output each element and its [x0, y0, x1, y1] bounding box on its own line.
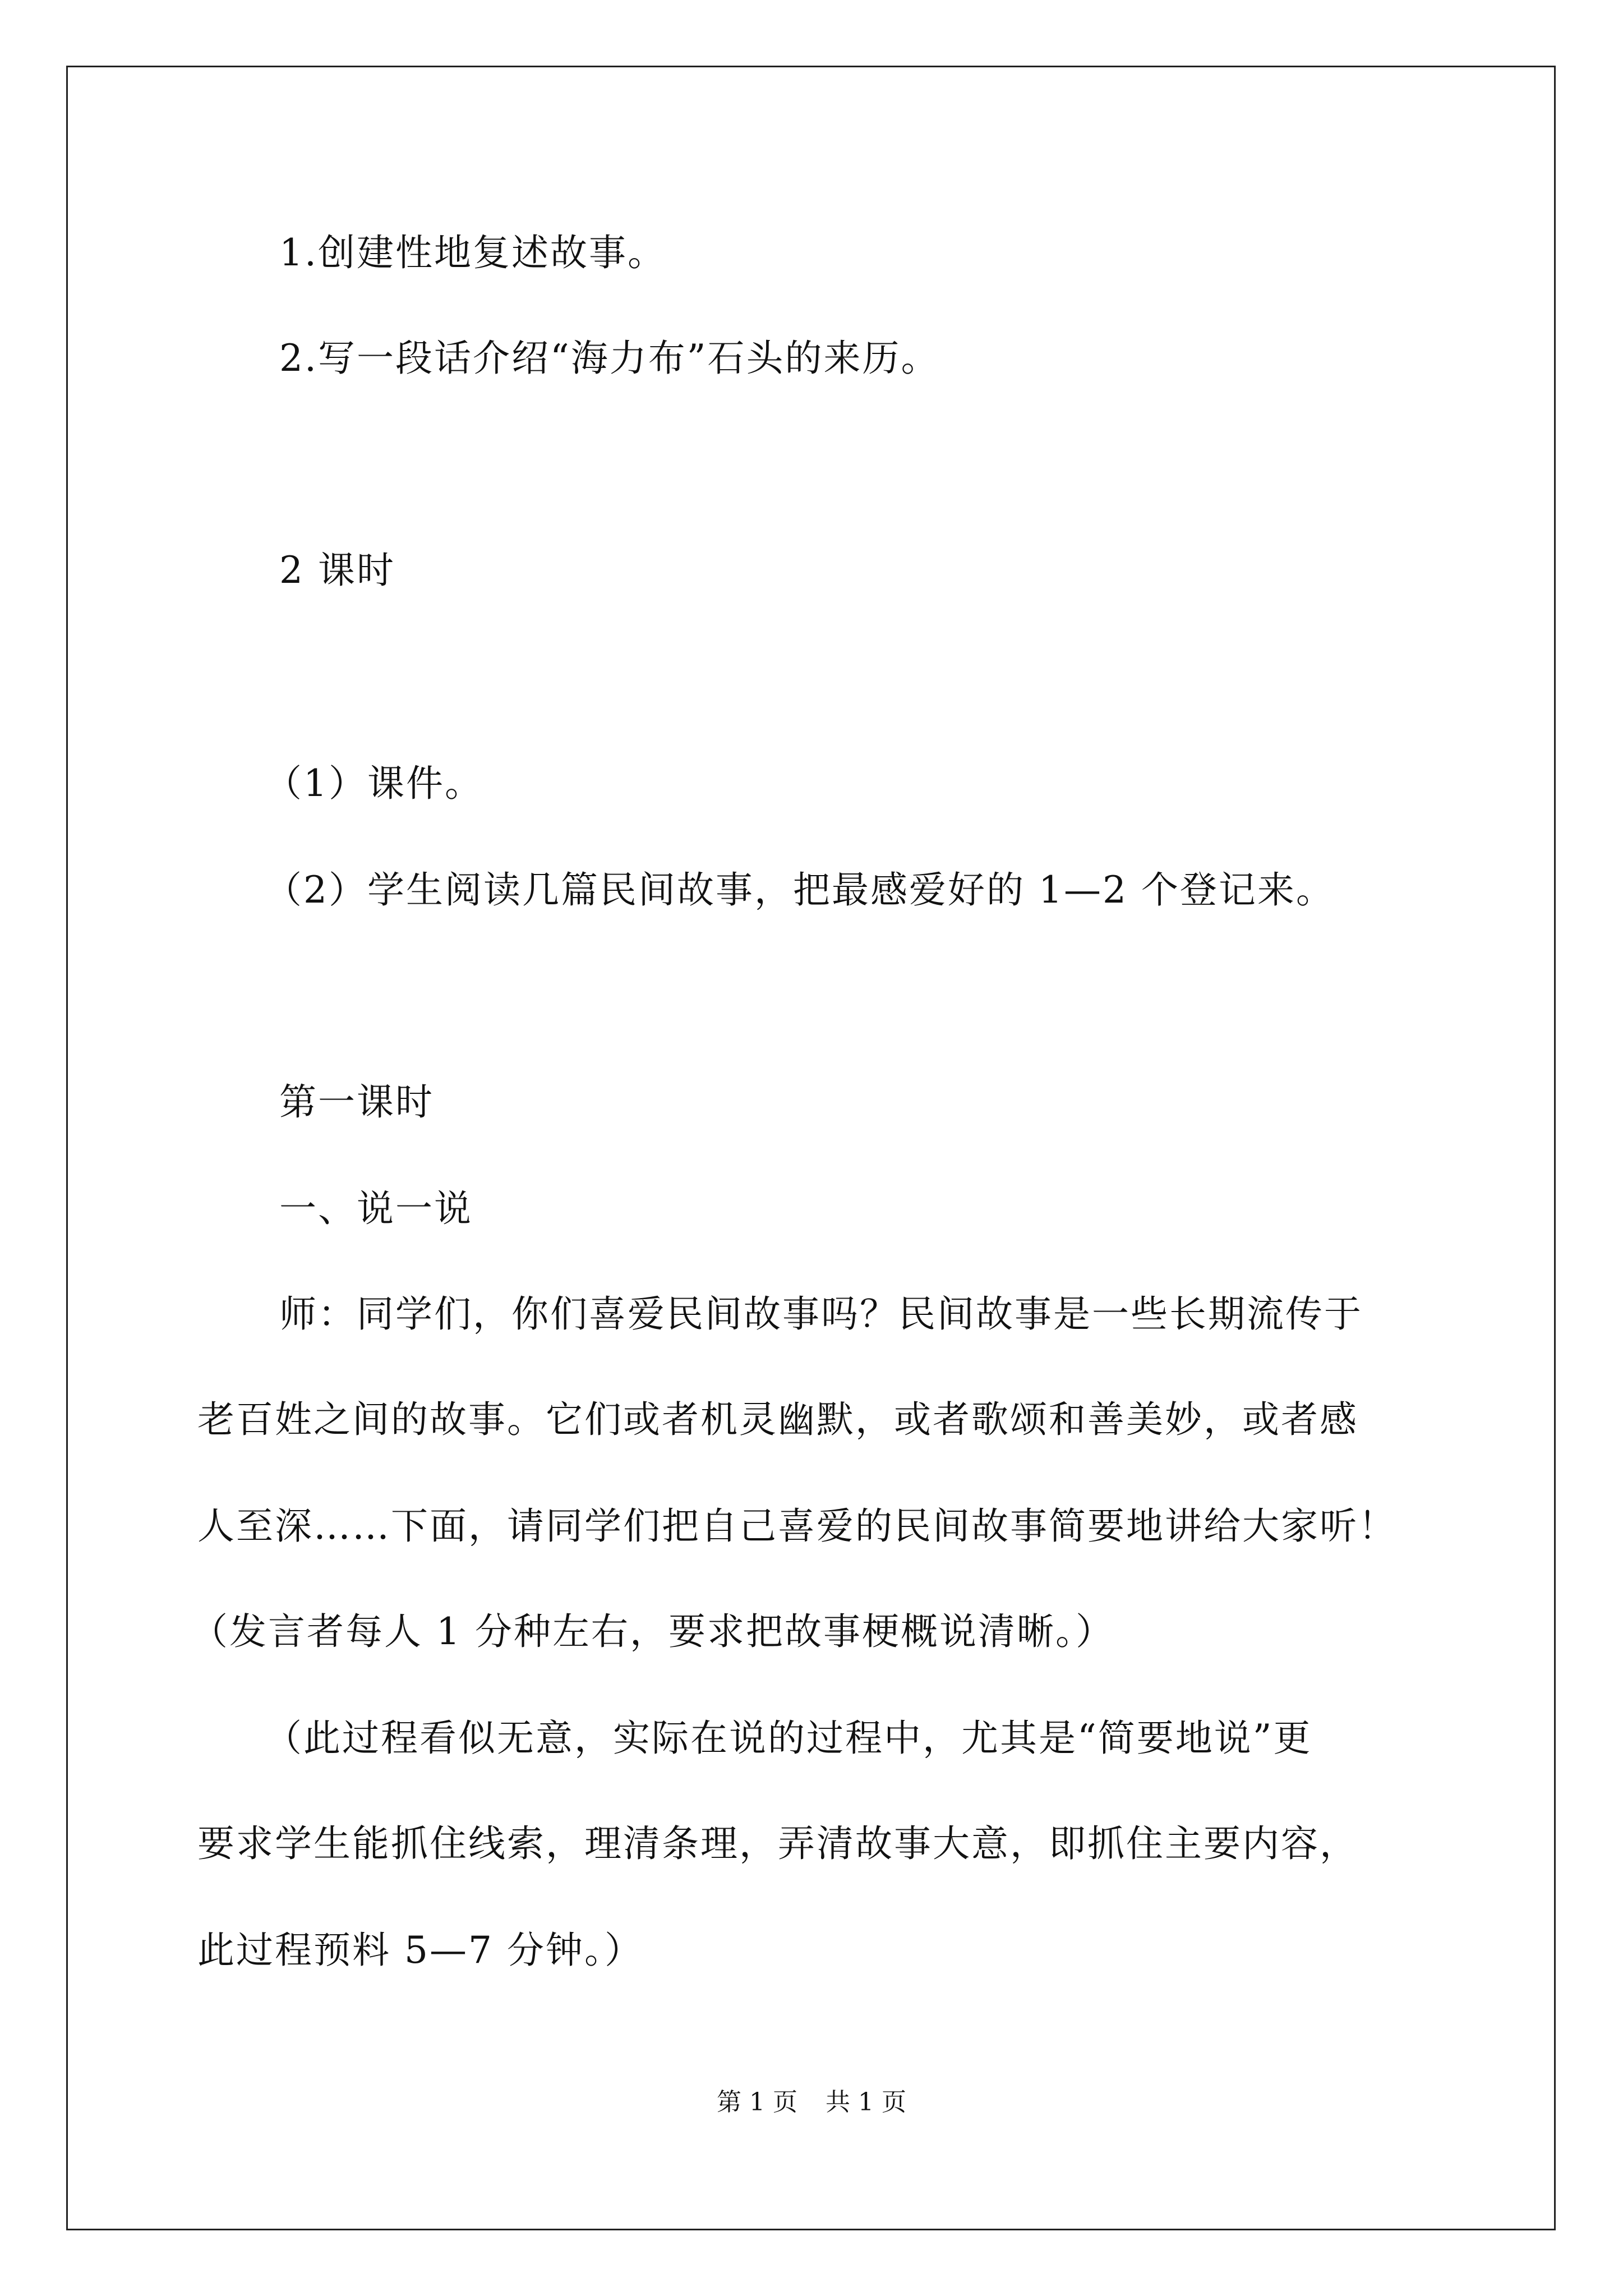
prep-item-1: （1）课件。 — [265, 762, 483, 805]
page-border — [66, 66, 1556, 2230]
subsection-heading: 一、说一说 — [279, 1187, 473, 1230]
paragraph-line: （发言者每人 1 分种左右，要求把故事梗概说清晰。） — [191, 1610, 1114, 1653]
page-total: 共 1 页 — [826, 2088, 906, 2116]
section-heading: 第一课时 — [279, 1080, 434, 1124]
paragraph-line: 要求学生能抓住线索，理清条理，弄清故事大意，即抓住主要内容， — [197, 1822, 1358, 1865]
paragraph-line: 此过程预料 5—7 分钟。） — [197, 1929, 643, 1972]
paragraph-line: 老百姓之间的故事。它们或者机灵幽默，或者歌颂和善美妙，或者感 — [197, 1398, 1358, 1441]
prep-item-2: （2）学生阅读几篇民间故事，把最感爱好的 1—2 个登记来。 — [265, 868, 1335, 912]
page-footer — [0, 2086, 1623, 2119]
paragraph-line: （此过程看似无意，实际在说的过程中，尤其是“简要地说”更 — [265, 1717, 1312, 1760]
lesson-hours: 2 课时 — [279, 549, 395, 592]
paragraph-line: 师：同学们，你们喜爱民间故事吗？民间故事是一些长期流传于 — [279, 1292, 1363, 1336]
paragraph-line: 人至深……下面，请同学们把自己喜爱的民间故事简要地讲给大家听！ — [197, 1504, 1397, 1548]
objective-1: 1.创建性地复述故事。 — [279, 231, 666, 274]
page-number: 第 1 页 — [717, 2088, 797, 2116]
objective-2: 2.写一段话介绍“海力布”石头的来历。 — [279, 337, 940, 380]
